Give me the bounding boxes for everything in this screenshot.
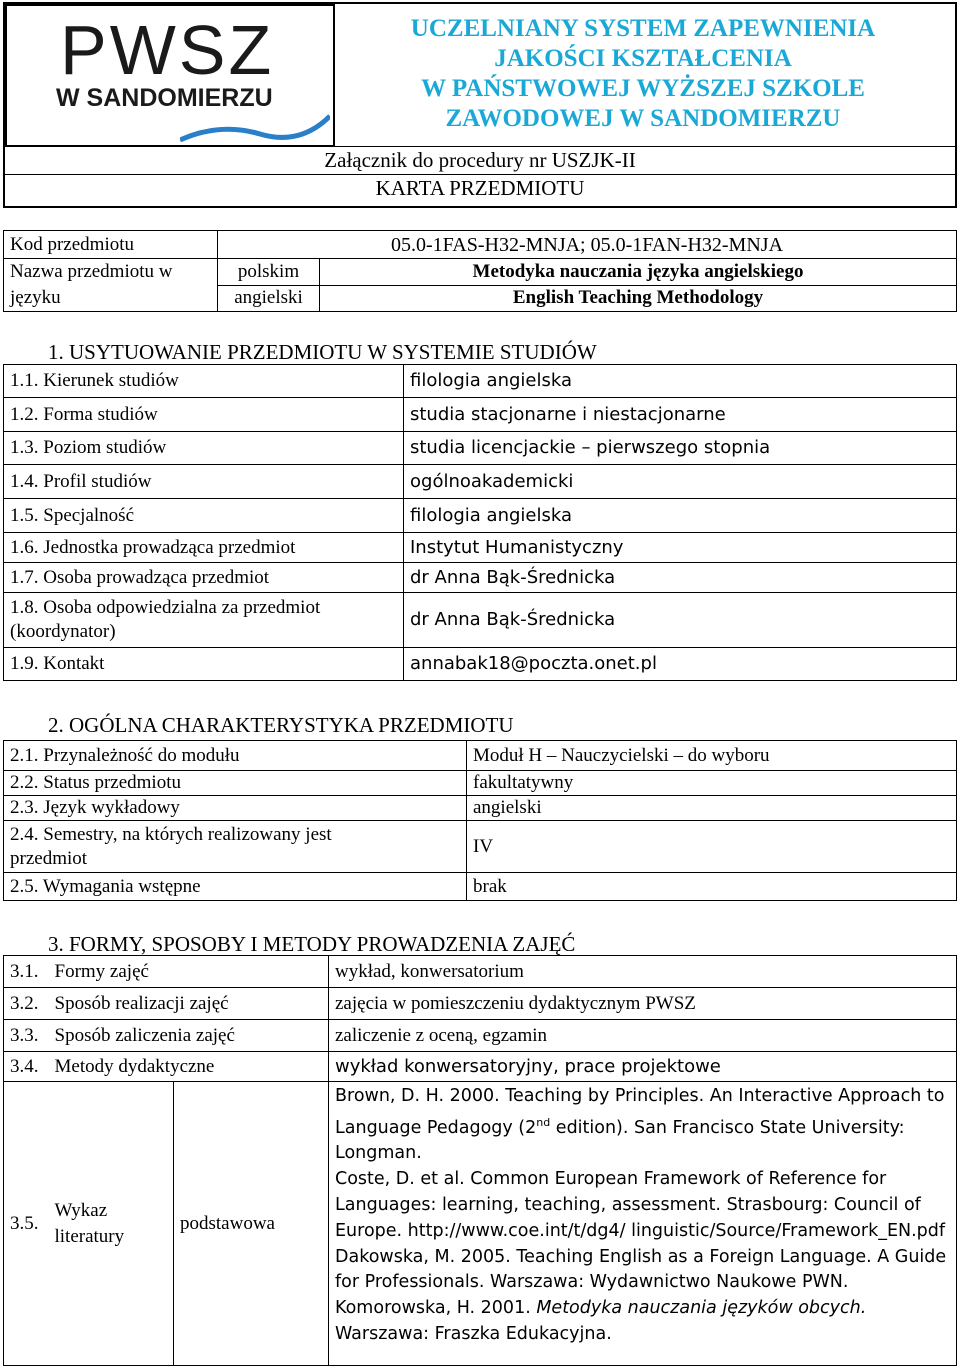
en-label: angielski [218, 285, 320, 312]
lit-label-line: literatury [54, 1225, 125, 1247]
s3-value: wykład konwersatoryjny, prace projektowe [329, 1052, 957, 1082]
section-2-heading: 2. OGÓLNA CHARAKTERYSTYKA PRZEDMIOTU [48, 713, 514, 737]
s2-label: 2.2. Status przedmiotu [4, 771, 467, 796]
s1-label-line: 1.8. Osoba odpowiedzialna za przedmiot [10, 597, 321, 618]
s1-label [4, 593, 404, 648]
lit-entry-text: Brown, D. H. 2000. Teaching by Principles. An Interactive Approach to Language Pedagogy (2 [335, 1086, 945, 1138]
s1-value: ogólnoakademicki [404, 465, 957, 499]
s3-value: zaliczenie z oceną, egzamin [329, 1020, 957, 1052]
s1-contact-value: annabak18@poczta.onet.pl [404, 648, 957, 681]
lit-entry-title: Metodyka nauczania języków obcych. [536, 1298, 867, 1319]
s2-label: 2.3. Język wykładowy [4, 796, 467, 821]
code-value: 05.0-1FAS-H32-MNJA; 05.0-1FAN-H32-MNJA [218, 231, 957, 259]
s1-label: 1.5. Specjalność [4, 499, 404, 533]
s2-value: IV [467, 821, 957, 873]
s1-label: 1.4. Profil studiów [4, 465, 404, 499]
lit-entry-sup: nd [536, 1115, 551, 1129]
s1-label: 1.9. Kontakt [4, 648, 404, 681]
attachment-note: Załącznik do procedury nr USZJK-II [324, 148, 636, 172]
s1-value: dr Anna Bąk-Średnicka [404, 563, 957, 593]
pl-value: Metodyka nauczania języka angielskiego [320, 259, 957, 286]
lit-list [329, 1082, 957, 1366]
lit-num: 3.5. [4, 1082, 49, 1366]
pl-label: polskim [218, 259, 320, 286]
section-1-heading: 1. USYTUOWANIE PRZEDMIOTU W SYSTEMIE STUDIÓW [48, 340, 597, 364]
s1-label-line: (koordynator) [10, 621, 116, 642]
logo-sub-text: W SANDOMIERZU [56, 84, 273, 112]
divider [3, 146, 957, 147]
code-label: Kod przedmiotu [4, 231, 218, 259]
s1-value: studia stacjonarne i niestacjonarne [404, 398, 957, 432]
logo-main-text: PWSZ [60, 11, 275, 89]
s1-label: 1.7. Osoba prowadząca przedmiot [4, 563, 404, 593]
en-value: English Teaching Methodology [320, 285, 957, 312]
section-2-table [3, 740, 957, 901]
s1-label: 1.2. Forma studiów [4, 398, 404, 432]
s2-label-line: przedmiot [10, 847, 88, 869]
s1-value: Instytut Humanistyczny [404, 533, 957, 563]
s1-label: 1.1. Kierunek studiów [4, 365, 404, 398]
divider [3, 174, 957, 175]
s1-label: 1.6. Jednostka prowadząca przedmiot [4, 533, 404, 563]
lit-entry-text: Warszawa: Fraszka Edukacyjna. [335, 1324, 612, 1344]
s1-value: dr Anna Bąk-Średnicka [404, 593, 957, 648]
s1-label: 1.3. Poziom studiów [4, 432, 404, 465]
s2-value: angielski [467, 796, 957, 821]
s3-num: 3.3. [4, 1020, 49, 1052]
s3-value: wykład, konwersatorium [329, 956, 957, 988]
section-3-heading: 3. FORMY, SPOSOBY I METODY PROWADZENIA ZAJĘĆ [48, 932, 576, 956]
s1-value: filologia angielska [404, 365, 957, 398]
lit-type: podstawowa [174, 1082, 329, 1366]
logo-wave-icon [180, 112, 330, 142]
lit-entry-text: edition). San Francisco State University: Longman. [335, 1117, 905, 1164]
lit-entry [335, 1296, 950, 1348]
s3-value: zajęcia w pomieszczeniu dydaktycznym PWSZ [329, 988, 957, 1020]
header-title-line: JAKOŚCI KSZTAŁCENIA [494, 45, 792, 72]
s3-num: 3.4. [4, 1052, 49, 1082]
s2-value: fakultatywny [467, 771, 957, 796]
lit-entry: Coste, D. et al. Common European Framework of Reference for Languages: learning, teaching, assessment. Strasbourg: Council of Europe. http://www.coe.int/t/dg4/ linguistic/Source/Framework_EN.pdf [335, 1169, 946, 1241]
lit-entry-text: Komorowska, H. 2001. [335, 1298, 537, 1319]
document-title: KARTA PRZEDMIOTU [375, 176, 585, 200]
header-title-line: W PAŃSTWOWEJ WYŻSZEJ SZKOLE [421, 75, 865, 102]
course-table [3, 230, 957, 312]
lit-label [49, 1082, 174, 1366]
s3-label: Metody dydaktyczne [49, 1052, 329, 1082]
s3-num: 3.2. [4, 988, 49, 1020]
header-title-line: UCZELNIANY SYSTEM ZAPEWNIENIA [410, 15, 876, 42]
header-title [340, 14, 946, 134]
lit-entry [335, 1084, 950, 1167]
s2-value: brak [467, 873, 957, 901]
s2-label [4, 821, 467, 873]
name-label-line: Nazwa przedmiotu w [10, 261, 173, 282]
section-3-table [3, 955, 957, 1366]
s3-label: Sposób zaliczenia zajęć [49, 1020, 329, 1052]
header-title-line: ZAWODOWEJ W SANDOMIERZU [445, 105, 841, 132]
s2-value: Moduł H – Nauczycielski – do wyboru [467, 741, 957, 771]
s1-value: filologia angielska [404, 499, 957, 533]
s2-label: 2.1. Przynależność do modułu [4, 741, 467, 771]
s1-value: studia licencjackie – pierwszego stopnia [404, 432, 957, 465]
name-label-line: języku [10, 287, 61, 308]
s2-label: 2.5. Wymagania wstępne [4, 873, 467, 901]
s3-label: Formy zajęć [49, 956, 329, 988]
lit-label-line: Wykaz [54, 1199, 108, 1221]
lit-entry: Dakowska, M. 2005. Teaching English as a Foreign Language. A Guide for Professionals. Warszawa: Wydawnictwo Naukowe PWN. [335, 1246, 947, 1293]
name-label [4, 259, 218, 312]
section-1-table [3, 364, 957, 681]
s2-label-line: 2.4. Semestry, na których realizowany jest [10, 823, 332, 845]
s3-label: Sposób realizacji zajęć [49, 988, 329, 1020]
s3-num: 3.1. [4, 956, 49, 988]
